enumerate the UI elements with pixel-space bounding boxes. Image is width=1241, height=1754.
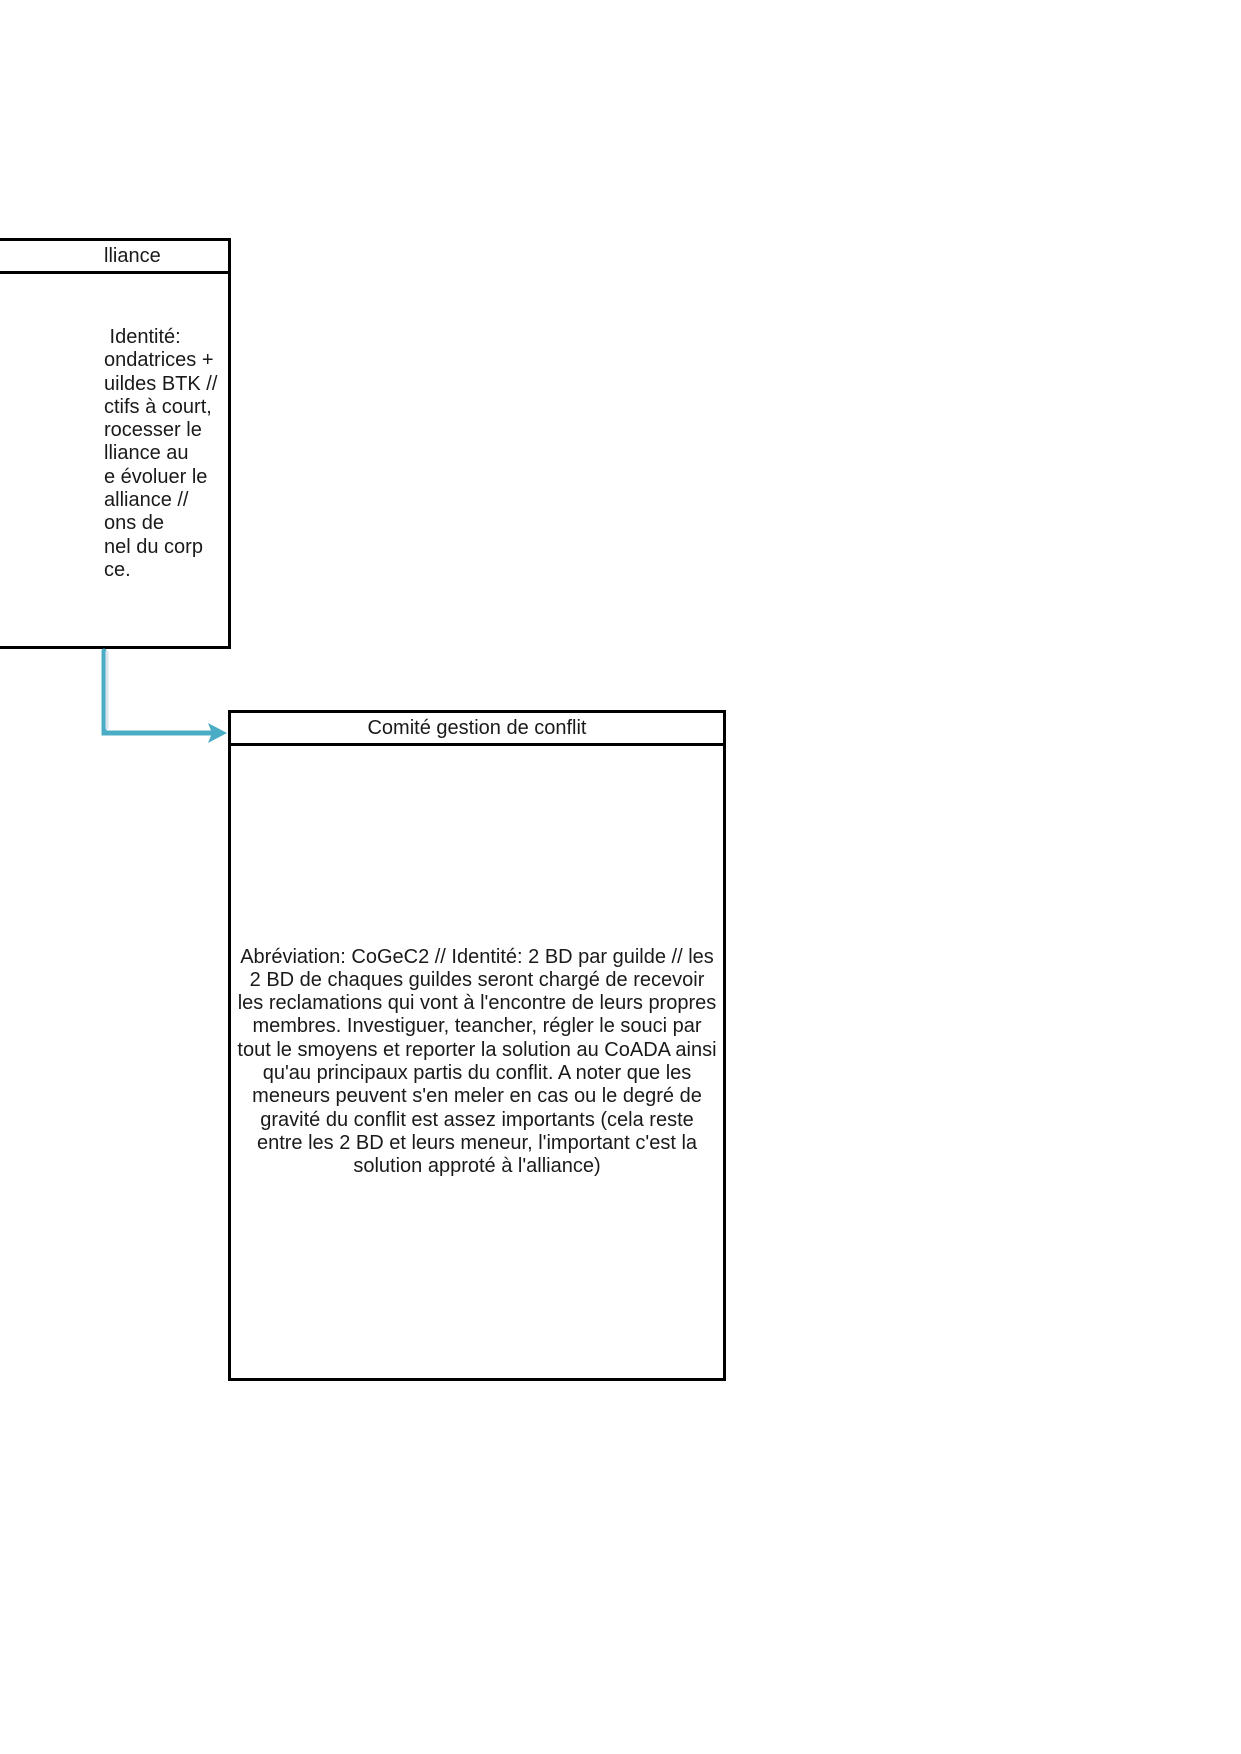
conflict-committee-header: Comité gestion de conflit (231, 713, 723, 746)
alliance-box-line: rocesser le (104, 419, 202, 442)
alliance-box-line: ons de (104, 512, 165, 535)
conflict-committee-body (231, 746, 723, 1378)
alliance-box-line: uildes BTK // (104, 372, 218, 395)
alliance-box-line: ctifs à court, (104, 395, 212, 418)
alliance-box-line: lliance au (104, 442, 189, 465)
connector-line (104, 651, 212, 733)
alliance-box (0, 238, 231, 649)
alliance-box-line: Identité: (104, 326, 181, 348)
alliance-box-line: ce. (104, 558, 131, 581)
alliance-box-header: lliance (0, 241, 228, 274)
alliance-box-body (0, 326, 228, 582)
conflict-committee-box (228, 710, 726, 1381)
alliance-box-line: alliance // (104, 489, 189, 512)
alliance-box-clip (0, 0, 218, 1754)
connector-arrowhead (208, 723, 227, 743)
alliance-box-line: ondatrices + (104, 349, 214, 372)
alliance-box-line: nel du corp (104, 535, 203, 558)
conflict-committee-description: Abréviation: CoGeC2 // Identité: 2 BD par guilde // les 2 BD de chaques guildes seront chargé de recevoir les reclamations qui vont à l'encontre de leurs propres membres. Investiguer, teancher, régler le souci par tout le smoyens et reporter la solution au CoADA ainsi qu'au principaux partis du conflit. A noter que les meneurs peuvent s'en meler en cas ou le degré de gravité du conflit est assez importants (cela reste entre les 2 BD et leurs meneur, l'important c'est la solution approté à l'alliance) (237, 945, 717, 1178)
alliance-box-line: e évoluer le (104, 465, 208, 488)
